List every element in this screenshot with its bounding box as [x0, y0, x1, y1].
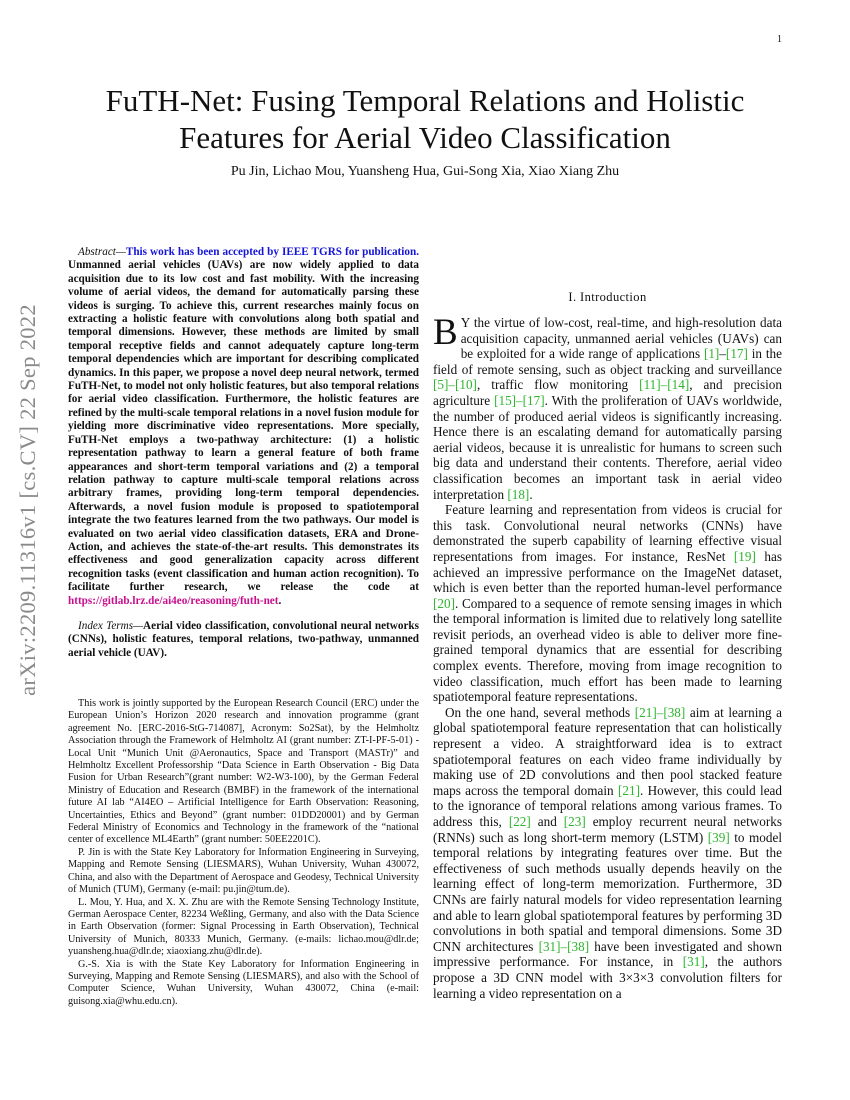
code-link[interactable]: https://gitlab.lrz.de/ai4eo/reasoning/futh-net [68, 594, 279, 607]
citation[interactable]: [17] [725, 346, 748, 362]
citation[interactable]: [21]–[38] [634, 704, 686, 720]
index-terms-label: Index Terms [78, 619, 134, 632]
citation[interactable]: [19] [733, 548, 756, 564]
arxiv-stamp [8, 300, 48, 700]
section-heading: I. Introduction [568, 290, 647, 304]
citation[interactable]: [5]–[10] [433, 377, 477, 393]
citation[interactable]: [22] [508, 814, 531, 829]
citation[interactable]: [11]–[14] [639, 377, 690, 393]
intro-paragraph-2: Feature learning and representation from videos is crucial for this task. Convolutional neural networks (CNNs) have demonstrated the superb capability of learning effective visual representations from images. For instance, ResNet [19] has achieved an impressive performance on the ImageNet dataset, which is even better than the reported human-level performance [20]. Compared to a sequence of remote sensing images in which the temporal information is limited due to relatively long satellite revisit periods, an overhead video is able to deliver more fine-grained temporal dynamics that are essential for describing complex events. Therefore, moving from image recognition to video classification, much effort has been made to learning spatiotemporal feature representations. [433, 502, 782, 705]
footnote-author-mou-hua-zhu: L. Mou, Y. Hua, and X. X. Zhu are with the Remote Sensing Technology Institute, German Aerospace Center, 82234 Weßling, Germany, and also with the Data Science in Earth Observation (former: Signal Processing in Earth Observation), Technical University of Munich, 80333 Munich, Germany. (e-mails: lichao.mou@dlr.de; yuansheng.hua@dlr.de; xiaoxiang.zhu@dlr.de). [68, 896, 419, 958]
abstract-label: Abstract [78, 246, 116, 258]
citation[interactable]: [18] [507, 486, 530, 502]
index-terms: Index Terms—Aerial video classification, convolutional neural networks (CNNs), holistic features, temporal relations, two-pathway, unmanned aerial vehicle (UAV). [68, 619, 419, 659]
right-column [433, 290, 783, 1001]
paper-title: FuTH-Net: Fusing Temporal Relations and Holistic Features for Aerial Video Classification [105, 83, 745, 155]
intro-paragraph-3: On the one hand, several methods [21]–[38] aim at learning a global spatiotemporal feature representation that can holistically represent a video. A straightforward idea is to extract spatiotemporal features on each video frame individually by making use of 2D convolutions and then pool stacked feature maps across the temporal domain [21]. However, this could lead to the ignorance of temporal relations among various frames. To address this, [22] and [23] employ recurrent neural networks (RNNs) such as long short-term memory (LSTM) [39] to model temporal relations by integrating features over time. But the effectiveness of such methods usually depends heavily on the learning effect of long-term memorization. Furthermore, 3D CNNs are fairly natural models for video representation learning and able to learn global spatiotemporal features by performing 3D convolutions in both spatial and temporal dimensions. Some 3D CNN architectures [31]–[38] have been investigated and shown impressive performance. For instance, in [31], the authors propose a 3D CNN model with 3×3×3 convolution filters for learning a video representation on a [433, 704, 783, 1001]
citation[interactable]: [21] [617, 782, 640, 798]
footnote-funding: This work is jointly supported by the European Research Council (ERC) under the European Union’s Horizon 2020 research and innovation programme (grant agreement No. [ERC-2016-StG-714087], Acronym: So2Sat), by the Helmholtz Association through the Framework of Helmholtz AI (grant number: ZT-I-PF-5-01) - Local Unit “Munich Unit @Aeronautics, Space and Transport (MASTr)” and Helmholtz Excellent Professorship “Data Science in Earth Observation - Big Data Fusion for Urban Research”(grant number: W2-W3-100), by the German Federal Ministry of Education and Research (BMBF) in the framework of the international future AI lab “AI4EO – Artificial Intelligence for Earth Observation: Reasoning, Uncertainties, Ethics and Beyond” (grant number: 01DD20001) and by German Federal Ministry of Economics and Technology in the framework of the “national center of excellence ML4Earth” (grant number: 50EE2201C). [68, 698, 419, 846]
left-column [68, 246, 419, 660]
intro-paragraph-1: B Y the virtue of low-cost, real-time, and high-resolution data acquisition capacity, unmanned aerial vehicles (UAVs) can be exploited for a wide range of applications [1]–[17] in the field of remote sensing, such as object tracking and surveillance [5]–[10], traffic flow monitoring [11]–[14], and precision agriculture [15]–[17]. With the proliferation of UAVs worldwide, the number of produced aerial videos is significantly increasing. Hence there is an escalating demand for automatically parsing aerial videos, because it is unrealistic for humans to screen such big data and understand their contents. Therefore, aerial video classification becomes an important task in aerial video interpretation [18]. [433, 312, 782, 502]
page-number: 1 [777, 34, 782, 45]
citation[interactable]: [39] [707, 829, 730, 845]
citation[interactable]: [31] [682, 954, 705, 970]
index-terms-text: Aerial video classification, convolutional neural networks (CNNs), holistic features, temporal relations, two-pathway, unmanned aerial vehicle (UAV). [68, 619, 419, 659]
citation[interactable]: [1] [703, 346, 720, 362]
footnote-author-jin: P. Jin is with the State Key Laboratory for Information Engineering in Surveying, Mapping and Remote Sensing (LIESMARS), Wuhan University, Wuhan 430072, China, and also with the Department of Aerospace and Geodesy, Technical University of Munich (TUM), Germany (e-mail: pu.jin@tum.de). [68, 846, 419, 896]
footnotes [68, 698, 419, 1008]
author-list: Pu Jin, Lichao Mou, Yuansheng Hua, Gui-Song Xia, Xiao Xiang Zhu [230, 164, 620, 179]
citation[interactable]: [23] [563, 814, 586, 829]
footnote-author-xia: G.-S. Xia is with the State Key Laboratory for Information Engineering in Surveying, Mapping and Remote Sensing (LIESMARS), and also with the School of Computer Science, Wuhan University, Wuhan 430072, China (e-mail: guisong.xia@whu.edu.cn). [68, 958, 419, 1007]
citation[interactable]: [20] [433, 595, 455, 611]
arxiv-id: arXiv:2209.11316v1 [cs.CV] 22 Sep 2022 [15, 304, 40, 696]
citation[interactable]: [31]–[38] [538, 938, 590, 954]
abstract-text: Unmanned aerial vehicles (UAVs) are now widely applied to data acquisition due to its low cost and fast mobility. With the increasing volume of aerial videos, the demand for automatically parsing these videos is surging. To achieve this, current researches mainly focus on extracting a holistic feature with convolutions along both spatial and temporal dimensions. However, these methods are limited by small temporal receptive fields and cannot adequately capture long-term temporal dependencies which are important for describing complicated dynamics. In this paper, we propose a novel deep neural network, termed FuTH-Net, to model not only holistic features, but also temporal relations for aerial video classification. Furthermore, the holistic features are refined by the multi-scale temporal relations in a novel fusion module for yielding more discriminative video representations. More specially, FuTH-Net employs a two-pathway architecture: (1) a holistic representation pathway to learn a general feature of both frame appearances and short-term temporal variations and (2) a temporal relation pathway to capture multi-scale temporal relations across arbitrary frames, providing long-term temporal dependencies. Afterwards, a novel fusion module is proposed to spatiotemporal integrate the two features learned from the two pathways. Our model is evaluated on two aerial video classification datasets, ERA and Drone-Action, and achieves the state-of-the-art results. This demonstrates its effectiveness and good generalization capacity across different recognition tasks (event classification and human action recognition). To facilitate further research, we release the code at [68, 259, 419, 594]
acceptance-note: This work has been accepted by IEEE TGRS for publication. [125, 246, 419, 258]
citation[interactable]: [15]–[17] [494, 392, 545, 408]
drop-cap: B [433, 312, 458, 353]
abstract: Abstract—This work has been accepted by IEEE TGRS for publication. Unmanned aerial vehicles (UAVs) are now widely applied to data acquisition due to its low cost and fast mobility. With the increasing volume of aerial videos, the demand for automatically parsing these videos is surging. To achieve this, current researches mainly focus on extracting a holistic feature with convolutions along both spatial and temporal dimensions. However, these methods are limited by small temporal receptive fields and cannot adequately capture long-term temporal dependencies which are important for describing complicated dynamics. In this paper, we propose a novel deep neural network, termed FuTH-Net, to model not only holistic features, but also temporal relations for aerial video classification. Furthermore, the holistic features are refined by the multi-scale temporal relations in a novel fusion module for yielding more discriminative video representations. More specially, FuTH-Net employs a two-pathway architecture: (1) a holistic representation pathway to learn a general feature of both frame appearances and short-term temporal variations and (2) a temporal relation pathway to capture multi-scale temporal relations across arbitrary frames, providing long-term temporal dependencies. Afterwards, a novel fusion module is proposed to spatiotemporal integrate the two features learned from the two pathways. Our model is evaluated on two aerial video classification datasets, ERA and Drone-Action, and achieves the state-of-the-art results. This demonstrates its effectiveness and good generalization capacity across different recognition tasks (event classification and human action recognition). To facilitate further research, we release the code at https://gitlab.lrz.de/ai4eo/reasoning/futh-net. [68, 246, 419, 607]
